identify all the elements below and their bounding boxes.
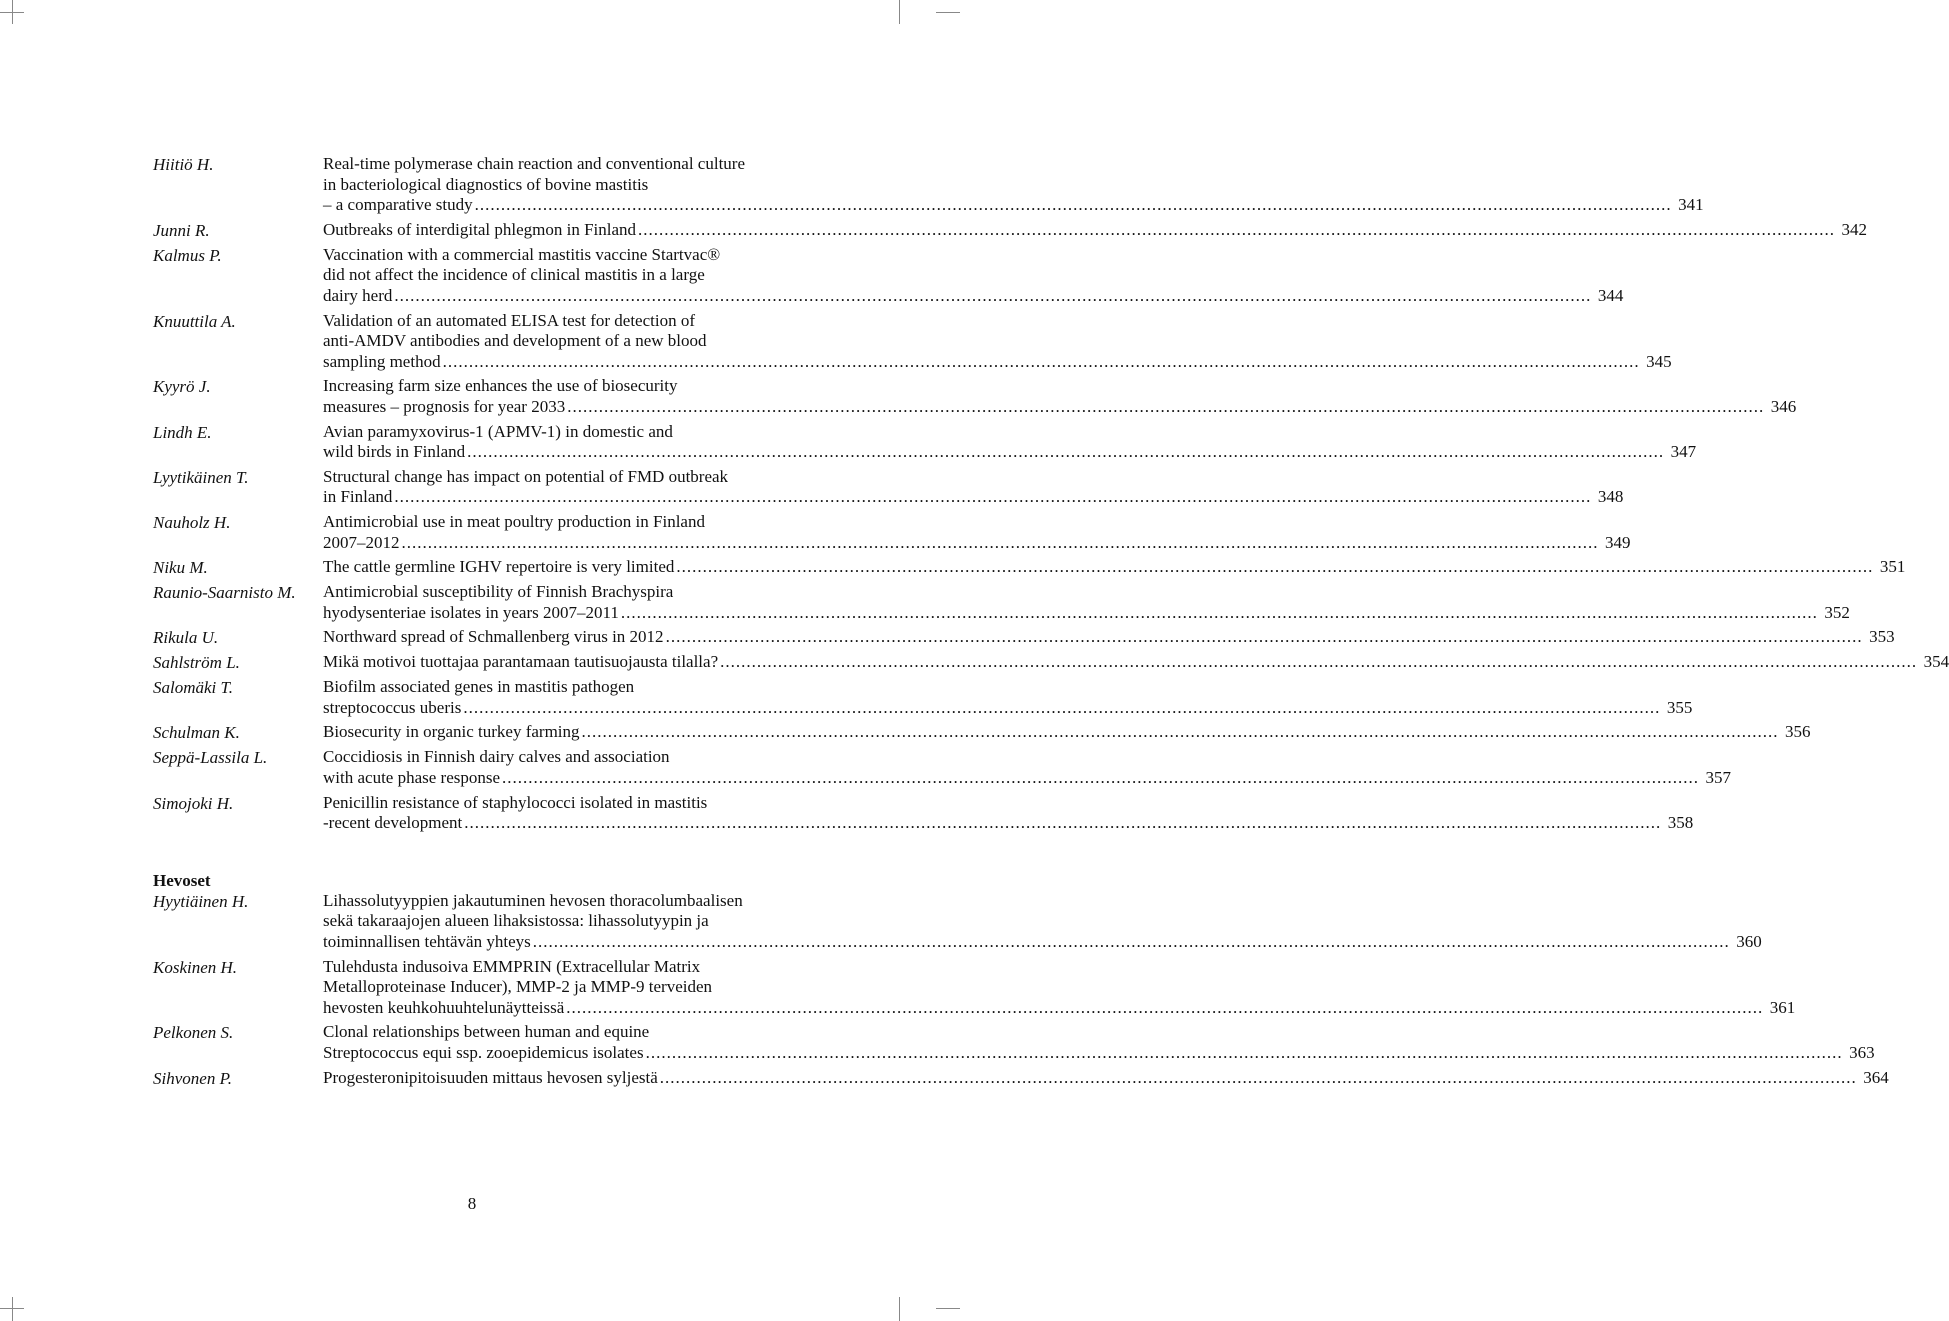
crop-mark-bottom-right (899, 1297, 912, 1321)
toc-title-text: Outbreaks of interdigital phlegmon in Finland (323, 219, 637, 239)
toc-title-text: Tulehdusta indusoiva EMMPRIN (Extracellular Matrix (323, 956, 701, 976)
toc-entry (153, 511, 1631, 553)
toc-entry (153, 310, 1672, 373)
toc-title-text: Antimicrobial susceptibility of Finnish Brachyspira (323, 582, 674, 602)
toc-title-line (323, 245, 1623, 266)
toc-title (323, 747, 1731, 788)
toc-leader-dots (394, 286, 1591, 307)
toc-title (323, 891, 1762, 953)
toc-title (323, 957, 1795, 1019)
crop-mark-bottom-left-h (0, 1308, 24, 1321)
toc-title-line (323, 1022, 1875, 1043)
toc-title-line (323, 813, 1693, 834)
toc-title-text: – a comparative study (323, 195, 473, 215)
toc-page-number: 357 (1705, 768, 1732, 788)
toc-title-line (323, 722, 1811, 743)
toc-title-line (323, 442, 1696, 463)
crop-mark-top-left-h (0, 0, 24, 13)
toc-title-text: Lihassolutyyppien jakautuminen hevosen thoracolumbaalisen (323, 890, 743, 910)
toc-entry (153, 582, 1850, 623)
toc-entry (153, 376, 1797, 417)
toc-author: Salomäki T. (153, 678, 233, 698)
toc-leader-dots (402, 533, 1599, 554)
toc-title-line (323, 512, 1631, 533)
toc-entry (153, 154, 1704, 216)
toc-page-number: 349 (1605, 532, 1631, 552)
toc-page-number: 354 (1923, 652, 1949, 672)
toc-entry (153, 890, 1762, 953)
toc-title-text: Vaccination with a commercial mastitis vaccine Startvac® (323, 244, 721, 264)
toc-author: Lyytikäinen T. (153, 467, 249, 487)
toc-entry (153, 677, 1693, 718)
toc-title-line (323, 998, 1795, 1019)
toc-page-number: 341 (1678, 195, 1704, 215)
toc-leader-dots (502, 768, 1699, 789)
toc-author: Knuuttila A. (153, 311, 236, 331)
toc-title-text: Progesteronipitoisuuden mittaus hevosen syljestä (323, 1067, 658, 1087)
toc-title (323, 582, 1850, 623)
toc-title (323, 467, 1623, 508)
toc-page-number: 347 (1670, 442, 1697, 462)
toc-title-text: 2007–2012 (323, 532, 400, 552)
toc-leader-dots (394, 487, 1591, 508)
toc-title-line (323, 747, 1731, 768)
toc-page-number: 356 (1785, 722, 1811, 742)
toc-title-text: The cattle germline IGHV repertoire is very limited (323, 557, 675, 577)
toc-title (323, 512, 1631, 553)
toc-title (323, 1068, 1889, 1089)
toc-title-line (323, 582, 1850, 603)
toc-leader-dots (566, 998, 1763, 1019)
toc-author: Nauholz H. (153, 512, 231, 532)
toc-title-text: -recent development (323, 813, 463, 833)
toc-entry (153, 219, 1868, 241)
toc-entry (153, 747, 1732, 788)
toc-title (323, 652, 1949, 673)
toc-title-text: wild birds in Finland (323, 442, 466, 462)
toc-entry (153, 652, 1949, 673)
toc-title-line (323, 265, 1623, 286)
toc-title-line (323, 154, 1704, 175)
toc-title-text: Biosecurity in organic turkey farming (323, 722, 580, 742)
toc-title-text: Validation of an automated ELISA test for detection of (323, 310, 696, 330)
toc-title (323, 627, 1895, 648)
toc-entry (153, 244, 1624, 307)
toc-author: Raunio-Saarnisto M. (153, 583, 296, 603)
toc-title-text: streptococcus uberis (323, 697, 462, 717)
toc-author: Schulman K. (153, 723, 240, 743)
toc-title-text: with acute phase response (323, 768, 501, 788)
toc-title-line (323, 286, 1623, 307)
toc-title-text: Avian paramyxovirus-1 (APMV-1) in domestic and (323, 421, 673, 441)
toc-title (323, 311, 1672, 373)
toc-leader-dots (443, 352, 1640, 373)
crop-mark-top-right (899, 0, 912, 24)
toc-leader-dots (621, 603, 1818, 624)
toc-entry (153, 792, 1694, 834)
toc-title (323, 722, 1811, 743)
toc-leader-dots (467, 442, 1664, 463)
toc-title-line (323, 932, 1762, 953)
toc-page-number: 352 (1824, 602, 1850, 622)
page-number: 8 (467, 1194, 477, 1213)
toc-title-text: Clonal relationships between human and equine (323, 1022, 650, 1042)
toc-page-number: 358 (1667, 813, 1694, 833)
toc-entry (153, 1067, 1889, 1089)
toc-leader-dots (464, 813, 1661, 834)
toc-title-line (323, 220, 1867, 241)
toc-title (323, 422, 1696, 463)
toc-title-text: Penicillin resistance of staphylococci isolated in mastitis (323, 792, 708, 812)
toc-title-line (323, 1068, 1889, 1089)
toc-leader-dots (567, 397, 1764, 418)
toc-author: Niku M. (153, 558, 208, 578)
toc-entry (153, 627, 1895, 648)
toc-author: Simojoki H. (153, 793, 234, 813)
toc-title-text: Antimicrobial use in meat poultry production in Finland (323, 511, 705, 531)
toc-title-text: Streptococcus equi ssp. zooepidemicus isolates (323, 1043, 644, 1062)
toc-title-line (323, 911, 1762, 932)
toc-author: Kyyrö J. (153, 377, 211, 397)
toc-title-line (323, 376, 1796, 397)
toc-title-line (323, 195, 1704, 216)
toc-title-line (323, 652, 1949, 673)
toc-author: Sihvonen P. (153, 1068, 233, 1088)
toc-author: Kalmus P. (153, 245, 222, 265)
toc-title-text: Real-time polymerase chain reaction and conventional culture (323, 154, 745, 173)
toc-entry (153, 557, 1906, 578)
toc-title-line (323, 891, 1762, 912)
toc-author: Rikula U. (153, 628, 219, 648)
toc-title-line (323, 677, 1692, 698)
toc-entries (153, 154, 1949, 834)
toc-page-number: 355 (1666, 697, 1693, 717)
toc-page-number: 363 (1849, 1043, 1875, 1062)
toc-title-line (323, 397, 1796, 418)
toc-author: Hyytiäinen H. (153, 891, 249, 911)
toc-title-line (323, 467, 1623, 488)
crop-mark-top-right-h (936, 0, 960, 13)
toc-title-line (323, 698, 1692, 719)
toc-title (323, 677, 1692, 718)
toc-title-line (323, 627, 1895, 648)
toc-title (323, 557, 1905, 578)
toc-page-number: 346 (1770, 396, 1797, 416)
toc-title (323, 376, 1796, 417)
toc-leader-dots (720, 652, 1917, 673)
toc-horse-entries (153, 890, 1889, 1089)
toc-title-text: Biofilm associated genes in mastitis pathogen (323, 677, 635, 697)
toc-page-number: 361 (1769, 997, 1796, 1017)
toc-author: Pelkonen S. (153, 1023, 234, 1043)
toc-title-line (323, 603, 1850, 624)
toc-title-text: Northward spread of Schmallenberg virus in 2012 (323, 627, 664, 647)
toc-author: Junni R. (153, 220, 210, 240)
toc-page-number: 351 (1879, 557, 1906, 577)
toc-author: Seppä-Lassila L. (153, 748, 268, 768)
toc-leader-dots (638, 220, 1835, 241)
toc-leader-dots (582, 722, 1779, 743)
toc-leader-dots (533, 932, 1730, 953)
toc-entry (153, 722, 1811, 743)
toc-leader-dots (475, 195, 1672, 216)
toc-title-text: anti-AMDV antibodies and development of a new blood (323, 331, 707, 351)
toc-title-text: in bacteriological diagnostics of bovine mastitis (323, 174, 649, 194)
toc-title-line (323, 793, 1693, 814)
toc-title-line (323, 331, 1672, 352)
toc-entry (153, 956, 1796, 1019)
toc-title-text: toiminnallisen tehtävän yhteys (323, 932, 531, 952)
toc-author: Lindh E. (153, 422, 212, 442)
toc-title-line (323, 957, 1795, 978)
section-title-hevoset: Hevoset (153, 870, 211, 890)
toc-page-number: 342 (1841, 219, 1868, 239)
toc-title-line (323, 557, 1905, 578)
toc-title (323, 793, 1693, 834)
toc-entry (153, 421, 1697, 463)
toc-page-number: 348 (1597, 487, 1624, 507)
toc-title-text: Metalloproteinase Inducer), MMP-2 ja MMP-9 terveiden (323, 977, 713, 997)
toc-leader-dots (463, 698, 1660, 719)
toc-title-line (323, 175, 1704, 196)
toc-title-text: dairy herd (323, 285, 393, 305)
toc-leader-dots (676, 557, 1873, 578)
toc-title-line (323, 533, 1631, 554)
toc-title-text: hyodysenteriae isolates in years 2007–2011 (323, 602, 619, 622)
toc-title-text: Increasing farm size enhances the use of biosecurity (323, 376, 678, 396)
toc-title-text: Structural change has impact on potential of FMD outbreak (323, 466, 729, 486)
toc-title-line (323, 768, 1731, 789)
toc-page-number: 345 (1646, 351, 1672, 371)
toc-title-line (323, 487, 1623, 508)
toc-title (323, 220, 1867, 241)
toc-author: Koskinen H. (153, 957, 238, 977)
toc-page-number: 353 (1869, 627, 1895, 647)
toc-title-line (323, 352, 1672, 373)
crop-mark-bottom-right-h (936, 1308, 960, 1321)
toc-title-text: measures – prognosis for year 2033 (323, 396, 566, 416)
toc-title-text: sekä takaraajojen alueen lihaksistossa: lihassolutyypin ja (323, 911, 709, 931)
toc-author: Hiitiö H. (153, 155, 214, 174)
toc-page-number: 364 (1863, 1067, 1889, 1087)
toc-leader-dots (660, 1068, 1857, 1089)
toc-title-line (323, 1043, 1875, 1064)
toc-title-text: sampling method (323, 351, 441, 371)
toc-title-line (323, 977, 1795, 998)
toc-title-text: did not affect the incidence of clinical mastitis in a large (323, 265, 705, 285)
toc-title-text: hevosten keuhkohuuhtelunäytteissä (323, 997, 565, 1017)
toc-entry (153, 466, 1624, 508)
toc-title-line (323, 422, 1696, 443)
toc-title-text: Coccidiosis in Finnish dairy calves and association (323, 747, 670, 767)
toc-leader-dots (666, 627, 1863, 648)
toc-title (323, 154, 1704, 216)
toc-page-number: 344 (1597, 285, 1624, 305)
toc-leader-dots (646, 1043, 1843, 1064)
toc-title-line (323, 311, 1672, 332)
toc-title-text: in Finland (323, 487, 393, 507)
toc-page-number: 360 (1736, 932, 1762, 952)
toc-title (323, 1022, 1875, 1063)
table-of-contents (153, 154, 1949, 1093)
toc-entry (153, 1022, 1875, 1063)
toc-author: Sahlström L. (153, 653, 240, 673)
toc-title (323, 245, 1623, 307)
toc-title-text: Mikä motivoi tuottajaa parantamaan tautisuojausta tilalla? (323, 652, 719, 672)
